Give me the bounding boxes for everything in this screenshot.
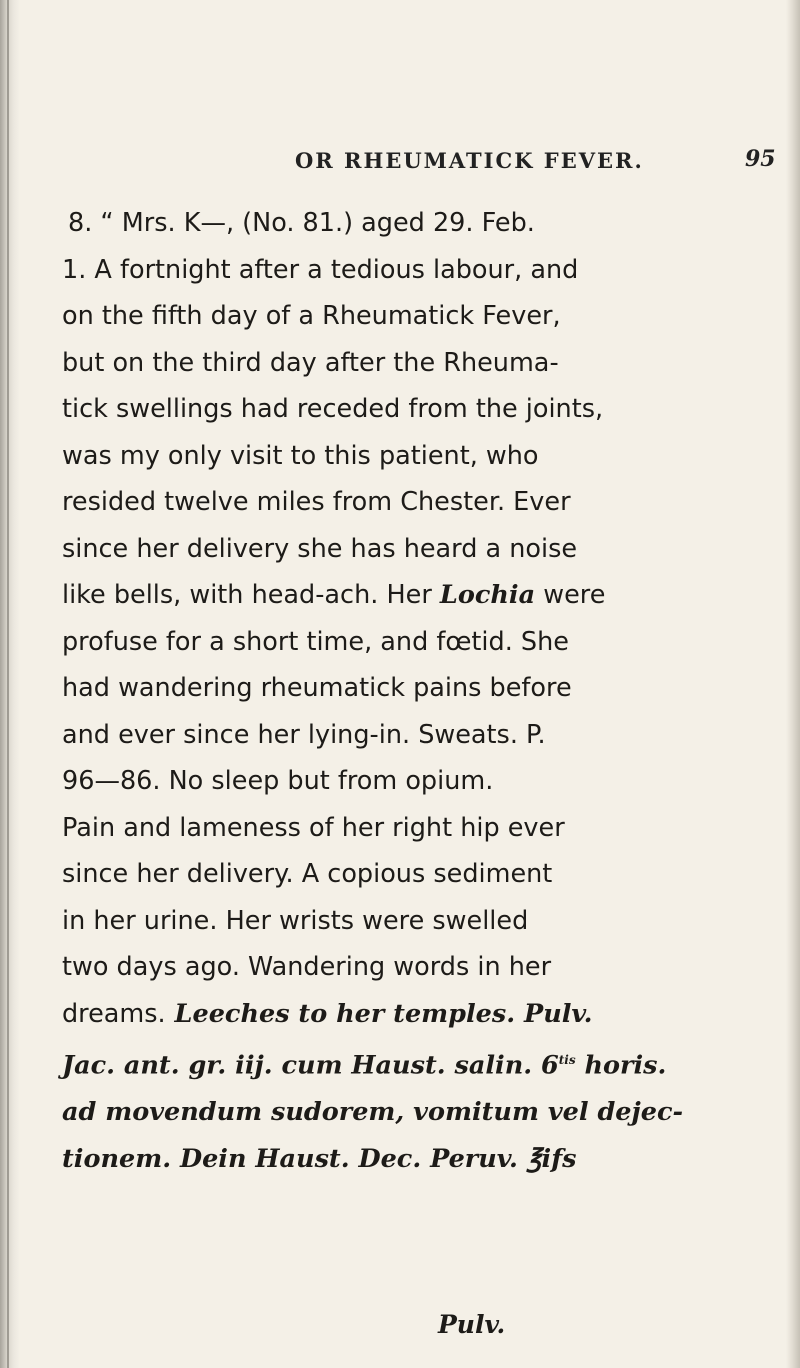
text-line: in her urine. Her wrists were swelled xyxy=(62,905,529,936)
text-line: since her delivery. A copious sediment xyxy=(62,859,553,889)
text-line: on the fifth day of a Rheumatick Fever, xyxy=(62,301,561,331)
text-line: was my only visit to this patient, who xyxy=(62,440,539,471)
text-line: since her delivery she has heard a noise xyxy=(62,533,578,564)
catchword: Pulv. xyxy=(438,1310,506,1339)
running-title: OR RHEUMATICK FEVER. xyxy=(295,148,644,173)
binding-gutter xyxy=(0,0,20,1368)
text-line: tick swellings had receded from the joints, xyxy=(62,394,604,424)
page-edge xyxy=(786,0,800,1368)
latin-line: tionem. Dein Haust. Dec. Peruv. ℥ifs xyxy=(62,1143,577,1174)
binding-line xyxy=(7,0,9,1368)
text-line: 96—86. No sleep but from opium. xyxy=(62,766,494,796)
text-line: Pain and lameness of her right hip ever xyxy=(62,812,565,843)
latin-line xyxy=(62,1037,742,1089)
superscript: tis xyxy=(558,1053,576,1067)
latin-line: ad movendum sudorem, vomitum vel dejec- xyxy=(62,1097,684,1127)
text-segment: horis. xyxy=(575,1050,667,1081)
text-line xyxy=(62,991,742,1038)
text-line: resided twelve miles from Chester. Ever xyxy=(62,487,571,517)
text-line: two days ago. Wandering words in her xyxy=(62,952,552,982)
page-number: 95 xyxy=(745,146,776,172)
text-line: profuse for a short time, and fœtid. She xyxy=(62,626,569,657)
italic-term: Lochia xyxy=(439,580,536,610)
text-segment: like bells, with head-ach. Her xyxy=(62,580,432,610)
body-text xyxy=(62,200,742,1182)
text-line: 8. “ Mrs. K—, (No. 81.) aged 29. Feb. xyxy=(68,208,535,238)
text-line: had wandering rheumatick pains before xyxy=(62,673,572,703)
text-segment: dreams. xyxy=(62,998,166,1029)
text-line: and ever since her lying-in. Sweats. P. xyxy=(62,719,546,750)
text-line: but on the third day after the Rheuma- xyxy=(62,347,559,378)
text-segment: Jac. ant. gr. iij. cum Haust. salin. 6 xyxy=(62,1050,559,1081)
text-line xyxy=(62,572,742,619)
text-line: 1. A fortnight after a tedious labour, and xyxy=(62,254,579,285)
text-segment: were xyxy=(535,580,606,610)
latin-prescription: Leeches to her temples. Pulv. xyxy=(165,998,593,1029)
